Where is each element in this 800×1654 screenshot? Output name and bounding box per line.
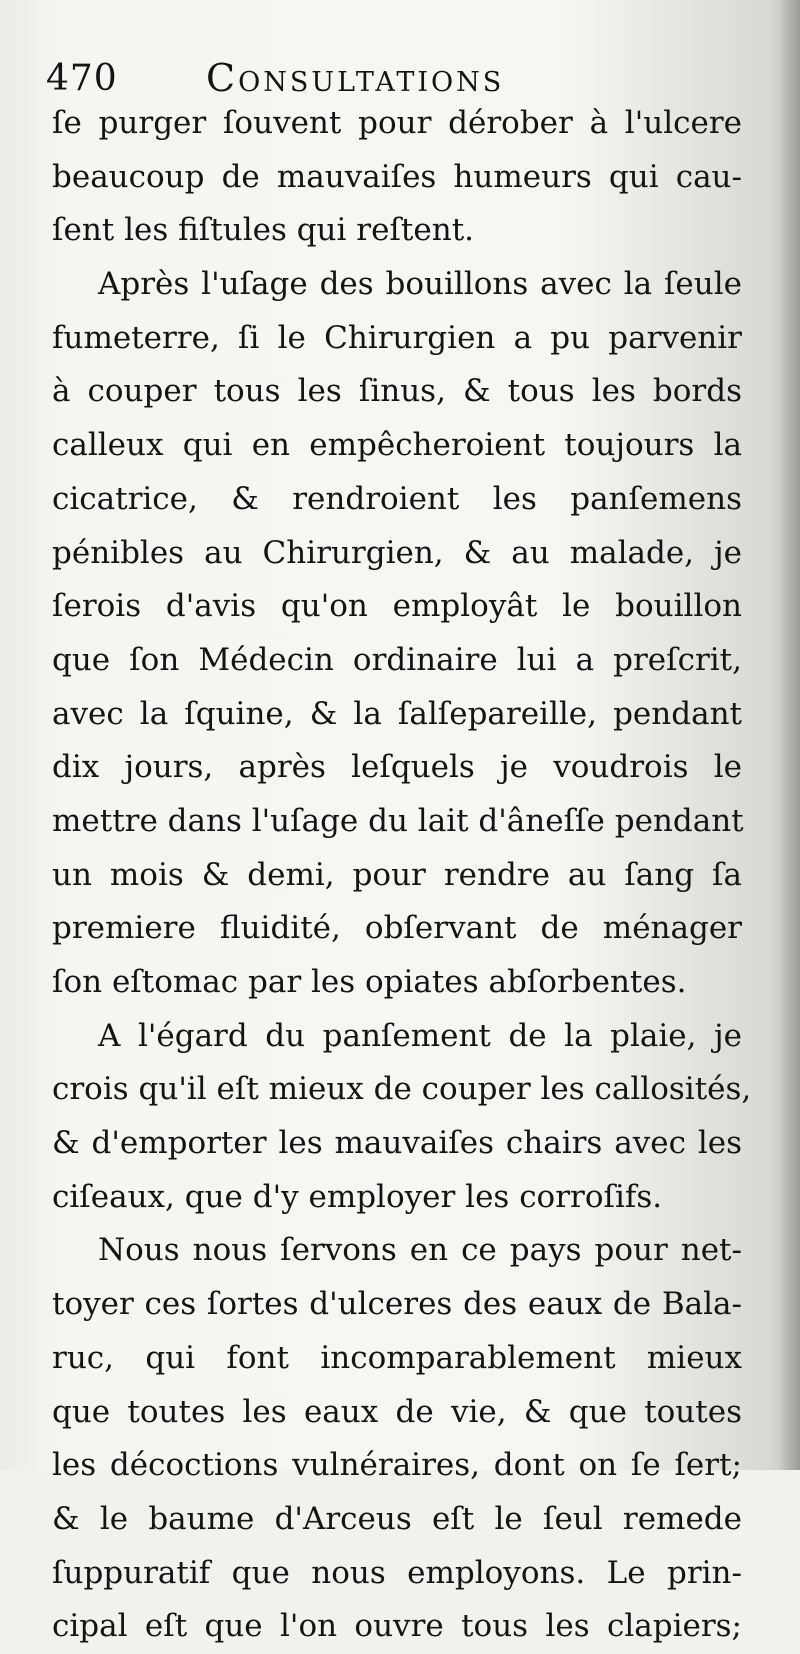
text-line: cipal eſt que l'on ouvre tous les clapiers; — [52, 1608, 742, 1645]
body-text — [52, 97, 752, 1654]
text-line: A l'égard du panſement de la plaie, je — [98, 1017, 742, 1054]
running-title: Consultations — [206, 56, 505, 100]
text-line: avec la ſquine, & la ſalſepareille, pendant — [52, 695, 742, 732]
text-line: un mois & demi, pour rendre au ſang ſa — [52, 856, 742, 893]
text-line: fumeterre, ſi le Chirurgien a pu parvenir — [52, 319, 742, 356]
page-edge-shadow — [778, 0, 800, 1470]
text-line: que toutes les eaux de vie, & que toutes — [52, 1393, 742, 1430]
text-line: ſon eſtomac par les opiates abſorbentes. — [52, 964, 687, 1000]
text-line: calleux qui en empêcheroient toujours la — [52, 427, 742, 464]
text-line: ſerois d'avis qu'on employât le bouillon — [52, 588, 742, 625]
text-line: toyer ces ſortes d'ulceres des eaux de Bala- — [52, 1286, 742, 1323]
text-line: Nous nous ſervons en ce pays pour net- — [98, 1232, 742, 1269]
text-line: pénibles au Chirurgien, & au malade, je — [52, 534, 742, 571]
page-number: 470 — [46, 58, 118, 99]
text-line: & d'emporter les mauvaiſes chairs avec les — [52, 1125, 742, 1162]
text-line: les décoctions vulnéraires, dont on ſe ſert; — [52, 1447, 742, 1484]
text-line: & le baume d'Arceus eſt le ſeul remede — [52, 1500, 742, 1537]
text-line: à couper tous les ſinus, & tous les bords — [52, 373, 742, 410]
text-line: dix jours, après leſquels je voudrois le — [52, 749, 742, 786]
text-line: ſuppuratif que nous employons. Le prin- — [52, 1554, 742, 1591]
text-line: ſent les fiſtules qui reſtent. — [52, 212, 475, 249]
text-line: Après l'uſage des bouillons avec la ſeule — [98, 266, 742, 303]
text-line: ſe purger ſouvent pour dérober à l'ulcere — [52, 105, 742, 141]
text-line: beaucoup de mauvaiſes humeurs qui cau- — [52, 158, 742, 195]
text-line: crois qu'il eſt mieux de couper les callosités, — [52, 1071, 752, 1108]
text-line: ruc, qui font incomparablement mieux — [52, 1339, 742, 1376]
text-line: premiere fluidité, obſervant de ménager — [52, 910, 742, 947]
text-line: mettre dans l'uſage du lait d'âneſſe pendant — [52, 802, 744, 839]
text-line: ciſeaux, que d'y employer les corroſifs. — [52, 1178, 663, 1215]
text-line: cicatrice, & rendroient les panſemens — [52, 480, 742, 517]
text-line: que ſon Médecin ordinaire lui a preſcrit, — [52, 641, 742, 678]
